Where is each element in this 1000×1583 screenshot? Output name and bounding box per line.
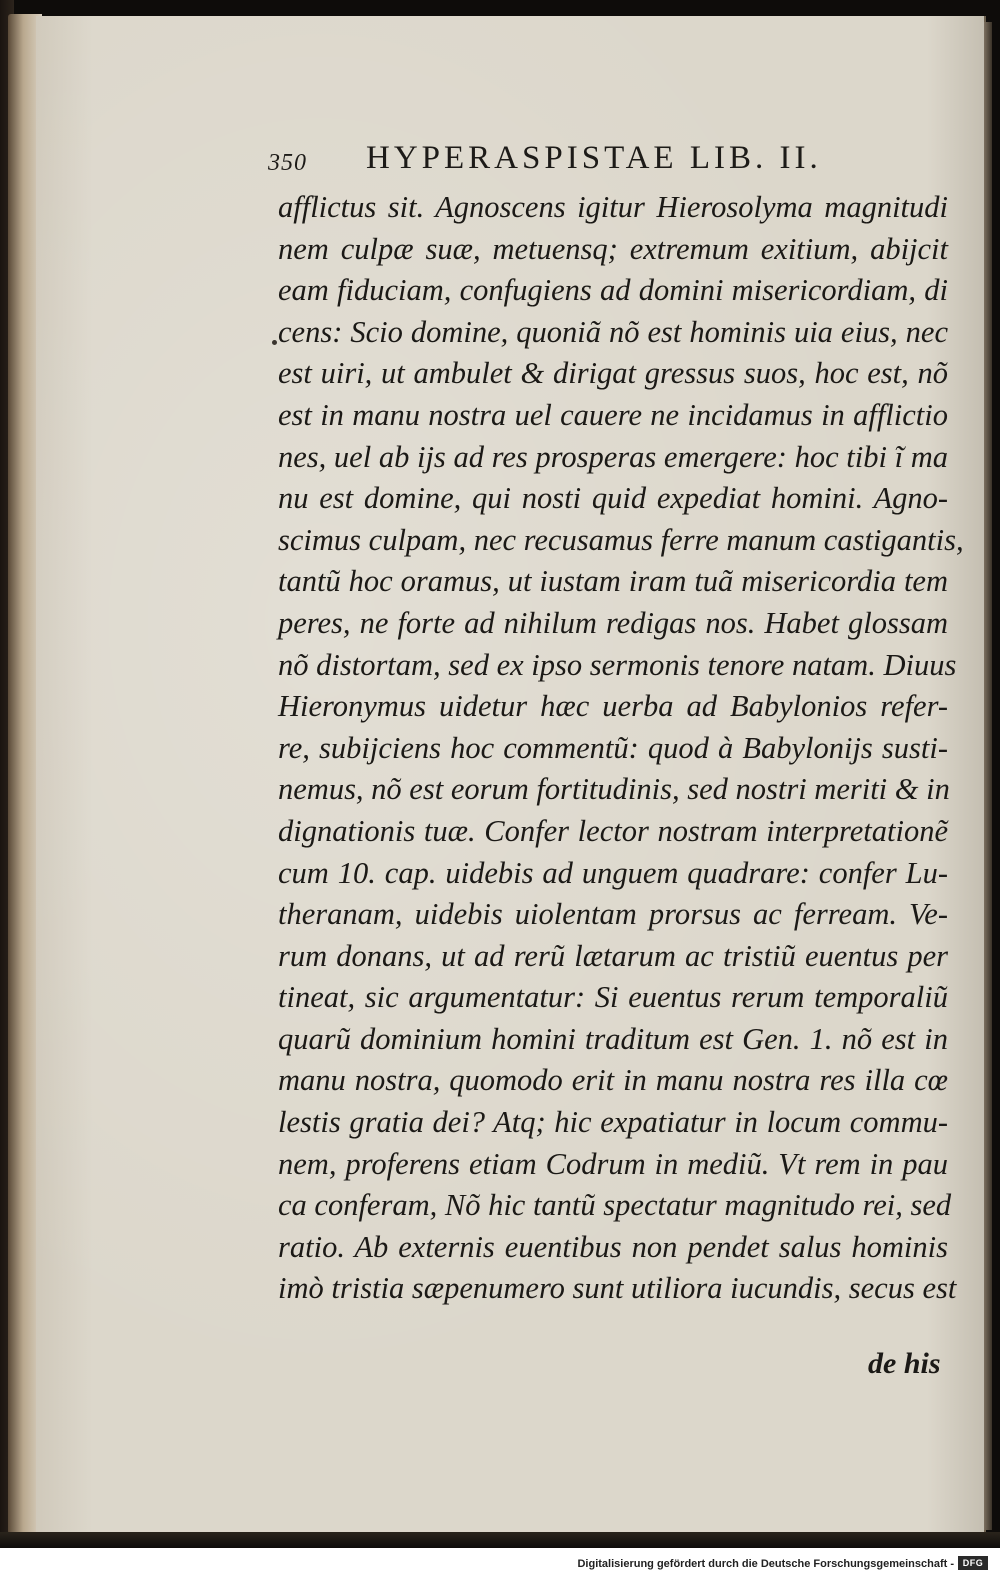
funding-notice: Digitalisierung gefördert durch die Deutsche Forschungsgemeinschaft - [577,1558,954,1570]
text-line: tineat, sic argumentatur: Si euentus rerum temporaliũ [278,980,948,1015]
running-head: HYPERASPISTAE LIB. II. [366,140,822,176]
text-line: theranam, uidebis uiolentam prorsus ac ferream. Ve- [278,897,948,932]
text-line: ratio. Ab externis euentibus non pendet salus hominis [278,1229,948,1264]
text-line: est in manu nostra uel cauere ne incidamus in afflictio [278,397,948,432]
text-line: tantũ hoc oramus, ut iustam iram tuã misericordia tem [278,564,948,599]
text-line: afflictus sit. Agnoscens igitur Hierosolyma magnitudi [278,190,948,224]
text-line: cum 10. cap. uidebis ad unguem quadrare: confer Lu- [278,855,948,890]
text-line: lestis gratia dei? Atq; hic expatiatur in locum commu- [278,1105,948,1140]
text-line: nu est domine, qui nosti quid expediat homini. Agno- [278,481,948,516]
book-bottom-shadow [0,1532,1000,1548]
text-line: quarũ dominium homini traditum est Gen. 1. nõ est in [278,1021,948,1056]
text-line: nem, proferens etiam Codrum in mediũ. Vt rem in pau [278,1146,948,1181]
text-line: nem culpæ suæ, metuensq; extremum exitium, abijcit [278,231,948,266]
text-line: imò tristia sæpenumero sunt utiliora iucundis, secus est [278,1271,957,1306]
text-line: Hieronymus uidetur hæc uerba ad Babylonios refer- [278,689,948,724]
funding-footer [0,1548,1000,1583]
page-header [268,136,908,186]
body-text [278,187,964,1310]
text-line: dignationis tuæ. Confer lector nostram interpretationẽ [278,813,948,848]
dfg-logo: DFG [958,1556,988,1570]
text-line: est uiri, ut ambulet & dirigat gressus suos, hoc est, nõ [278,356,948,391]
text-line: eam fiduciam, confugiens ad domini misericordiam, di [278,273,948,308]
text-line: cens: Scio domine, quoniã nõ est hominis uia eius, nec [278,314,948,349]
text-line: manu nostra, quomodo erit in manu nostra res illa cœ [278,1063,948,1098]
text-line: nemus, nõ est eorum fortitudinis, sed nostri meriti & in [278,772,950,807]
page-number: 350 [268,150,307,176]
text-line: nõ distortam, sed ex ipso sermonis tenore natam. Diuus [278,647,957,682]
text-line: scimus culpam, nec recusamus ferre manum castigantis, [278,522,964,557]
page-fore-edge [984,22,992,1530]
text-line: peres, ne forte ad nihilum redigas nos. Habet glossam [278,605,948,640]
margin-mark [272,340,277,345]
text-line: ca conferam, Nõ hic tantũ spectatur magnitudo rei, sed [278,1188,952,1223]
catchword: de his [868,1347,941,1380]
text-line: re, subijciens hoc commentũ: quod à Babylonijs susti- [278,730,948,765]
text-line: nes, uel ab ijs ad res prosperas emergere: hoc tibi ĩ ma [278,439,948,474]
text-line: rum donans, ut ad rerũ lætarum ac tristiũ euentus per [278,938,948,973]
